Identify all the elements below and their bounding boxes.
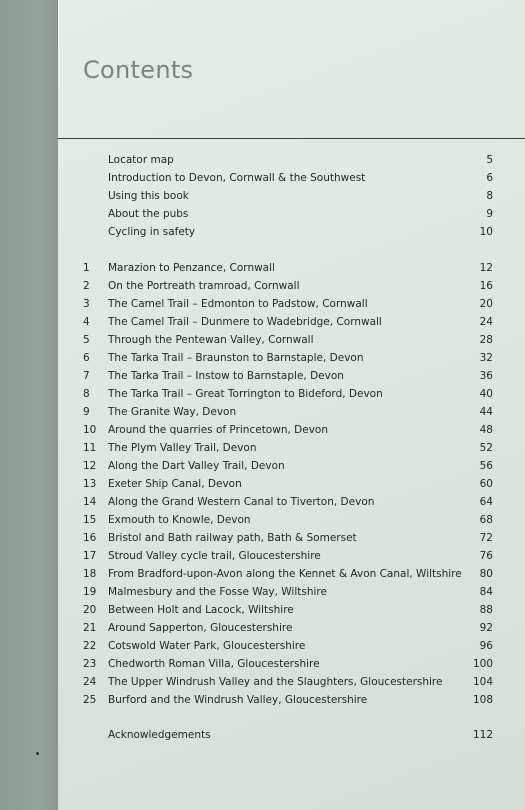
- toc-route-entry: [0, 529, 525, 547]
- entry-page-number: 92: [479, 622, 493, 634]
- toc-entry: [0, 169, 525, 187]
- entry-page-number: 76: [479, 550, 493, 562]
- entry-title: Around the quarries of Princetown, Devon: [108, 424, 328, 436]
- toc-route-entry: [0, 403, 525, 421]
- entry-page-number: 12: [479, 262, 493, 274]
- entry-title: Cycling in safety: [108, 226, 196, 238]
- toc-route-entry: [0, 385, 525, 403]
- entry-title: Burford and the Windrush Valley, Gloucestershire: [108, 694, 368, 706]
- entry-title: Stroud Valley cycle trail, Gloucestershire: [108, 550, 321, 562]
- toc-entry: [0, 187, 525, 205]
- entry-page-number: 36: [479, 370, 493, 382]
- toc-route-entry: [0, 313, 525, 331]
- entry-page-number: 108: [472, 694, 493, 706]
- entry-number: 6: [83, 352, 90, 364]
- entry-page-number: 8: [486, 190, 493, 202]
- toc-route-entry: [0, 331, 525, 349]
- entry-number: 22: [83, 640, 97, 652]
- toc-route-entry: [0, 655, 525, 673]
- entry-page-number: 68: [479, 514, 493, 526]
- entry-number: 4: [83, 316, 90, 328]
- entry-page-number: 64: [479, 496, 493, 508]
- entry-number: 19: [83, 586, 97, 598]
- entry-page-number: 24: [479, 316, 493, 328]
- entry-number: 13: [83, 478, 97, 490]
- entry-number: 14: [83, 496, 97, 508]
- toc-route-entry: [0, 637, 525, 655]
- entry-title: Along the Grand Western Canal to Tiverton, Devon: [108, 496, 375, 508]
- toc-route-entry: [0, 583, 525, 601]
- entry-number: 21: [83, 622, 97, 634]
- toc-route-entry: [0, 547, 525, 565]
- entry-page-number: 10: [479, 226, 493, 238]
- entry-number: 8: [83, 388, 90, 400]
- entry-title: Exmouth to Knowle, Devon: [108, 514, 251, 526]
- entry-title: Introduction to Devon, Cornwall & the Southwest: [108, 172, 366, 184]
- entry-number: 23: [83, 658, 97, 670]
- entry-page-number: 16: [479, 280, 493, 292]
- entry-page-number: 96: [479, 640, 493, 652]
- entry-title: Around Sapperton, Gloucestershire: [108, 622, 293, 634]
- entry-page-number: 5: [486, 154, 493, 166]
- entry-title: Cotswold Water Park, Gloucestershire: [108, 640, 306, 652]
- entry-page-number: 9: [486, 208, 493, 220]
- entry-page-number: 80: [479, 568, 493, 580]
- toc-entry: [0, 726, 525, 744]
- entry-number: 1: [83, 262, 90, 274]
- entry-title: On the Portreath tramroad, Cornwall: [108, 280, 300, 292]
- entry-page-number: 60: [479, 478, 493, 490]
- entry-title: The Camel Trail – Dunmere to Wadebridge, Cornwall: [108, 316, 382, 328]
- entry-page-number: 44: [479, 406, 493, 418]
- entry-number: 2: [83, 280, 90, 292]
- entry-title: From Bradford-upon-Avon along the Kennet & Avon Canal, Wiltshire: [108, 568, 462, 580]
- entry-number: 12: [83, 460, 97, 472]
- toc-entry: [0, 151, 525, 169]
- entry-title: The Upper Windrush Valley and the Slaughters, Gloucestershire: [108, 676, 443, 688]
- entry-number: 25: [83, 694, 97, 706]
- entry-title: Along the Dart Valley Trail, Devon: [108, 460, 285, 472]
- entry-number: 7: [83, 370, 90, 382]
- toc-route-entry: [0, 349, 525, 367]
- entry-title: Between Holt and Lacock, Wiltshire: [108, 604, 294, 616]
- toc-route-entry: [0, 367, 525, 385]
- entry-page-number: 20: [479, 298, 493, 310]
- entry-page-number: 56: [479, 460, 493, 472]
- entry-page-number: 6: [486, 172, 493, 184]
- toc-route-entry: [0, 619, 525, 637]
- entry-number: 16: [83, 532, 97, 544]
- toc-route-entry: [0, 439, 525, 457]
- entry-number: 10: [83, 424, 97, 436]
- entry-title: The Tarka Trail – Great Torrington to Bideford, Devon: [108, 388, 383, 400]
- entry-page-number: 28: [479, 334, 493, 346]
- toc-route-entry: [0, 277, 525, 295]
- entry-title: The Granite Way, Devon: [108, 406, 237, 418]
- toc-route-entry: [0, 475, 525, 493]
- entry-number: 11: [83, 442, 97, 454]
- entry-page-number: 52: [479, 442, 493, 454]
- entry-page-number: 48: [479, 424, 493, 436]
- entry-title: The Tarka Trail – Instow to Barnstaple, Devon: [108, 370, 344, 382]
- toc-route-entry: [0, 601, 525, 619]
- toc-entry: [0, 223, 525, 241]
- entry-page-number: 72: [479, 532, 493, 544]
- entry-page-number: 88: [479, 604, 493, 616]
- entry-page-number: 112: [472, 729, 493, 741]
- entry-title: Acknowledgements: [108, 729, 211, 741]
- entry-title: Using this book: [108, 190, 189, 202]
- entry-number: 24: [83, 676, 97, 688]
- toc-route-entry: [0, 259, 525, 277]
- page-mark: [36, 752, 39, 755]
- entry-page-number: 100: [472, 658, 493, 670]
- toc-route-entry: [0, 493, 525, 511]
- entry-title: The Camel Trail – Edmonton to Padstow, Cornwall: [108, 298, 368, 310]
- entry-page-number: 104: [472, 676, 493, 688]
- entry-number: 18: [83, 568, 97, 580]
- toc-route-entry: [0, 673, 525, 691]
- entry-title: Marazion to Penzance, Cornwall: [108, 262, 275, 274]
- toc-route-entry: [0, 457, 525, 475]
- entry-title: Bristol and Bath railway path, Bath & Somerset: [108, 532, 357, 544]
- entry-page-number: 40: [479, 388, 493, 400]
- toc-route-entry: [0, 565, 525, 583]
- entry-title: Chedworth Roman Villa, Gloucestershire: [108, 658, 320, 670]
- toc-route-entry: [0, 511, 525, 529]
- toc-route-entry: [0, 421, 525, 439]
- toc-route-entry: [0, 295, 525, 313]
- entry-title: The Plym Valley Trail, Devon: [108, 442, 257, 454]
- entry-title: Malmesbury and the Fosse Way, Wiltshire: [108, 586, 327, 598]
- entry-number: 9: [83, 406, 90, 418]
- entry-number: 20: [83, 604, 97, 616]
- entry-title: Exeter Ship Canal, Devon: [108, 478, 242, 490]
- toc-route-entry: [0, 691, 525, 709]
- entry-title: Locator map: [108, 154, 174, 166]
- entry-page-number: 84: [479, 586, 493, 598]
- entry-title: Through the Pentewan Valley, Cornwall: [108, 334, 314, 346]
- entry-number: 3: [83, 298, 90, 310]
- entry-number: 17: [83, 550, 97, 562]
- entry-title: The Tarka Trail – Braunston to Barnstaple, Devon: [108, 352, 364, 364]
- toc-entry: [0, 205, 525, 223]
- entry-title: About the pubs: [108, 208, 189, 220]
- entry-page-number: 32: [479, 352, 493, 364]
- entry-number: 15: [83, 514, 97, 526]
- page-title: Contents: [83, 56, 194, 84]
- entry-number: 5: [83, 334, 90, 346]
